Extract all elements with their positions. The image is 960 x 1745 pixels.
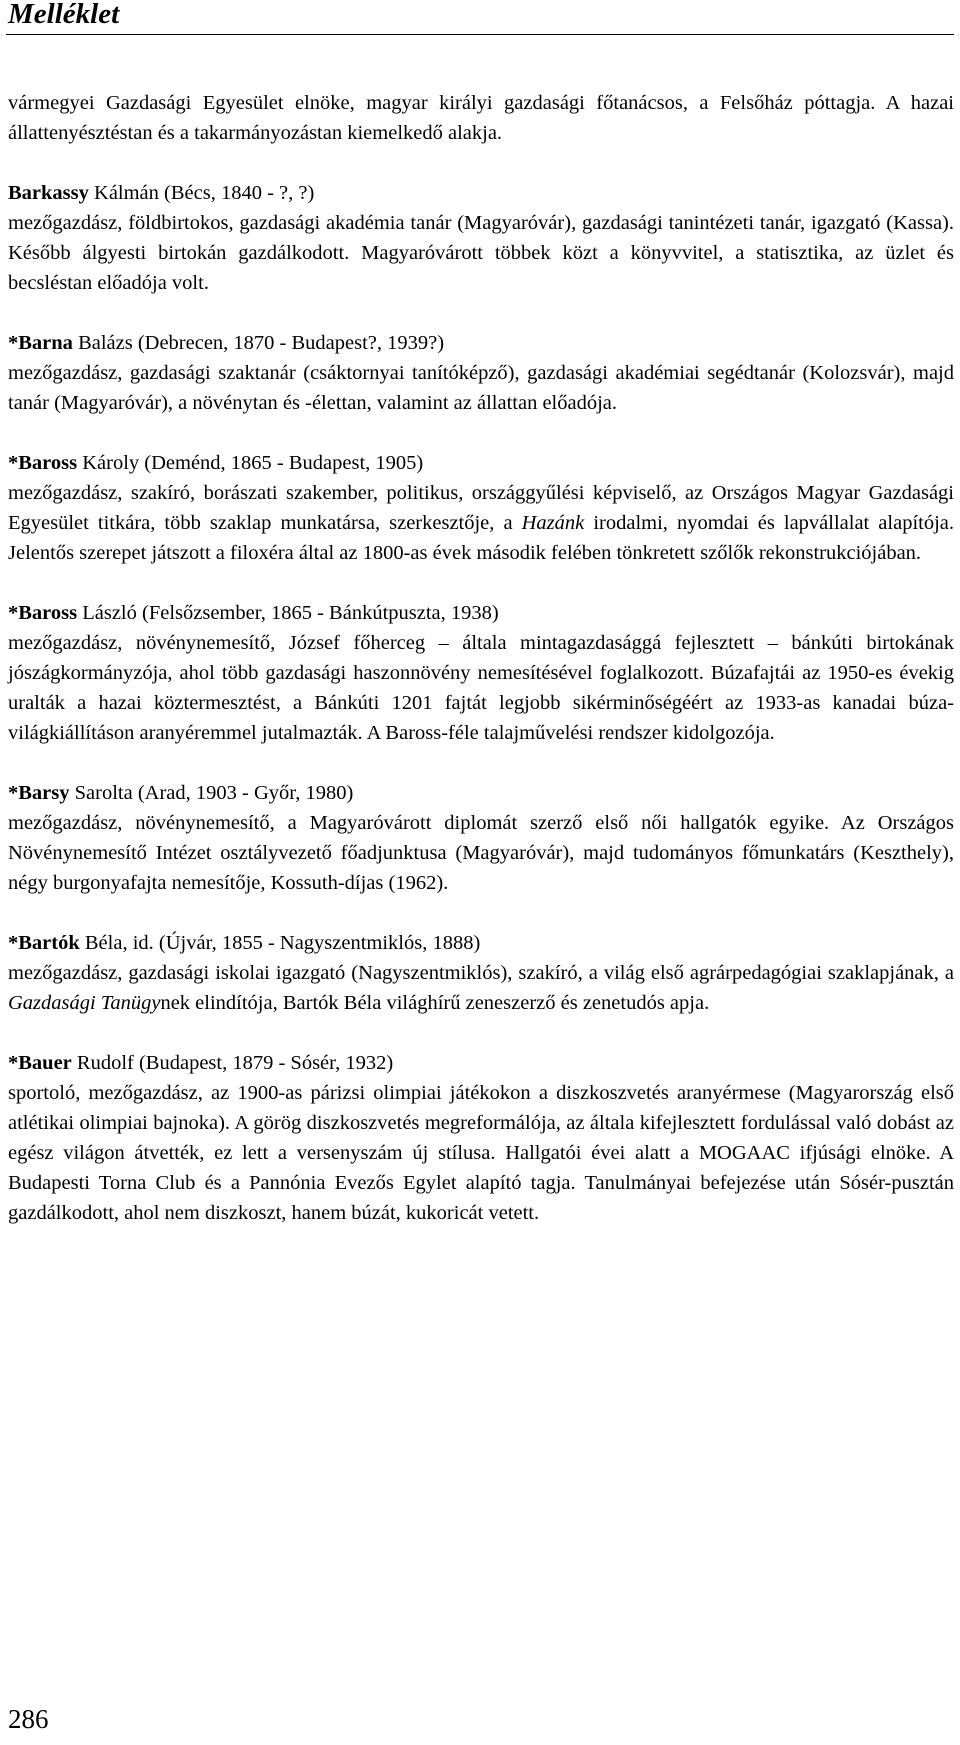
entry-baross-laszlo — [8, 598, 954, 748]
entry-barkassy — [8, 178, 954, 298]
entry-body-text: mezőgazdász, gazdasági iskolai igazgató (Nagyszentmiklós), szakíró, a világ első agrárpedagógiai szaklapjának, a — [8, 962, 954, 984]
document-body — [8, 88, 954, 1258]
entry-heading-details: Kálmán (Bécs, 1840 - ?, ?) — [88, 182, 315, 204]
entry-heading-details: László (Felsőzsember, 1865 - Bánkútpuszta, 1938) — [77, 602, 499, 624]
entry-name: *Barna — [8, 332, 73, 354]
entry-heading — [8, 928, 954, 958]
publication-title: Gazdasági Tanügy — [8, 992, 161, 1014]
entry-continued — [8, 88, 954, 148]
publication-title: Hazánk — [521, 512, 585, 534]
entry-body-text: irodalmi, nyomdai és lapvállalat alapítója. Jelentős szerepet játszott a filoxéra által az 1800-as évek második felében tönkretett szőlők rekonstrukciójában. — [8, 512, 955, 564]
entry-heading — [8, 328, 954, 358]
entry-name: Barkassy — [8, 182, 89, 204]
entry-bartok — [8, 928, 954, 1018]
page-header — [6, 0, 954, 35]
entry-body: mezőgazdász, földbirtokos, gazdasági akadémia tanár (Magyaróvár), gazdasági tanintézeti tanár, igazgató (Kassa). Később álgyesti birtokán gazdálkodott. Magyaróvárott többek közt a könyvvitel, a statisztika, az üzlet és becsléstan előadója volt. — [8, 212, 954, 294]
entry-heading-details: Sarolta (Arad, 1903 - Győr, 1980) — [69, 782, 354, 804]
entry-body-text: nek elindítója, Bartók Béla világhírű zeneszerző és zenetudós apja. — [160, 992, 710, 1014]
page-number: 286 — [8, 1704, 49, 1734]
entry-body — [8, 478, 954, 568]
entry-name: *Bartók — [8, 932, 80, 954]
entry-heading — [8, 1048, 954, 1078]
entry-body: sportoló, mezőgazdász, az 1900-as párizsi olimpiai játékokon a diszkoszvetés aranyérmese (Magyarország első atlétikai olimpiai bajnoka). A görög diszkoszvetés megreformálója, az általa kifejlesztett fordulással való dobást az egész világon átvették, ez lett a versenyszám új stílusa. Hallgatói évei alatt a MOGAAC ifjúsági elnöke. A Budapesti Torna Club és a Pannónia Evezős Egylet alapító tagja. Tanulmányai befejezése után Sósér-pusztán gazdálkodott, ahol nem diszkoszt, hanem búzát, kukoricát vetett. — [8, 1082, 954, 1224]
entry-barsy — [8, 778, 954, 898]
entry-heading-details: Balázs (Debrecen, 1870 - Budapest?, 1939?) — [72, 332, 445, 354]
entry-body: vármegyei Gazdasági Egyesület elnöke, magyar királyi gazdasági főtanácsos, a Felsőház póttagja. A hazai állattenyésztéstan és a takarmányozástan kiemelkedő alakja. — [8, 92, 954, 144]
entry-heading-details: Béla, id. (Újvár, 1855 - Nagyszentmiklós, 1888) — [79, 932, 481, 954]
entry-heading — [8, 778, 954, 808]
entry-heading — [8, 448, 954, 478]
entry-heading — [8, 598, 954, 628]
entry-bauer — [8, 1048, 954, 1228]
entry-heading-details: Rudolf (Budapest, 1879 - Sósér, 1932) — [71, 1052, 394, 1074]
entry-name: *Bauer — [8, 1052, 72, 1074]
entry-heading — [8, 178, 954, 208]
entry-body — [8, 958, 954, 1018]
entry-name: *Barsy — [8, 782, 70, 804]
entry-body: mezőgazdász, gazdasági szaktanár (csáktornyai tanítóképző), gazdasági akadémiai segédtanár (Kolozsvár), majd tanár (Magyaróvár), a növénytan és -élettan, valamint az állattan előadója. — [8, 362, 954, 414]
entry-baross-karoly — [8, 448, 954, 568]
page-title: Melléklet — [8, 0, 120, 30]
entry-body: mezőgazdász, növénynemesítő, a Magyaróvárott diplomát szerző első női hallgatók egyike. Az Országos Növénynemesítő Intézet osztályvezető főadjunktusa (Magyaróvár), majd tudományos főmunkatárs (Keszthely), négy burgonyafajta nemesítője, Kossuth-díjas (1962). — [8, 812, 954, 894]
entry-name: *Baross — [8, 452, 78, 474]
entry-name: *Baross — [8, 602, 78, 624]
entry-body: mezőgazdász, növénynemesítő, József főherceg – általa mintagazdasággá fejlesztett – bánkúti birtokának jószágkormányzója, ahol több gazdasági haszonnövény nemesítésével foglalkozott. Búzafajtái az 1950-es évekig uralták a hazai köztermesztést, a Bánkúti 1201 fajtát legjobb sikérminőségéért az 1933-as kanadai búza-világkiállításon aranyéremmel jutalmazták. A Baross-féle talajművelési rendszer kidolgozója. — [8, 632, 954, 744]
entry-barna — [8, 328, 954, 418]
entry-body-text: mezőgazdász, szakíró, borászati szakember, politikus, országgyűlési képviselő, az Országos Magyar Gazdasági Egyesület titkára, több szaklap munkatársa, szerkesztője, a — [8, 482, 954, 534]
entry-heading-details: Károly (Deménd, 1865 - Budapest, 1905) — [77, 452, 424, 474]
